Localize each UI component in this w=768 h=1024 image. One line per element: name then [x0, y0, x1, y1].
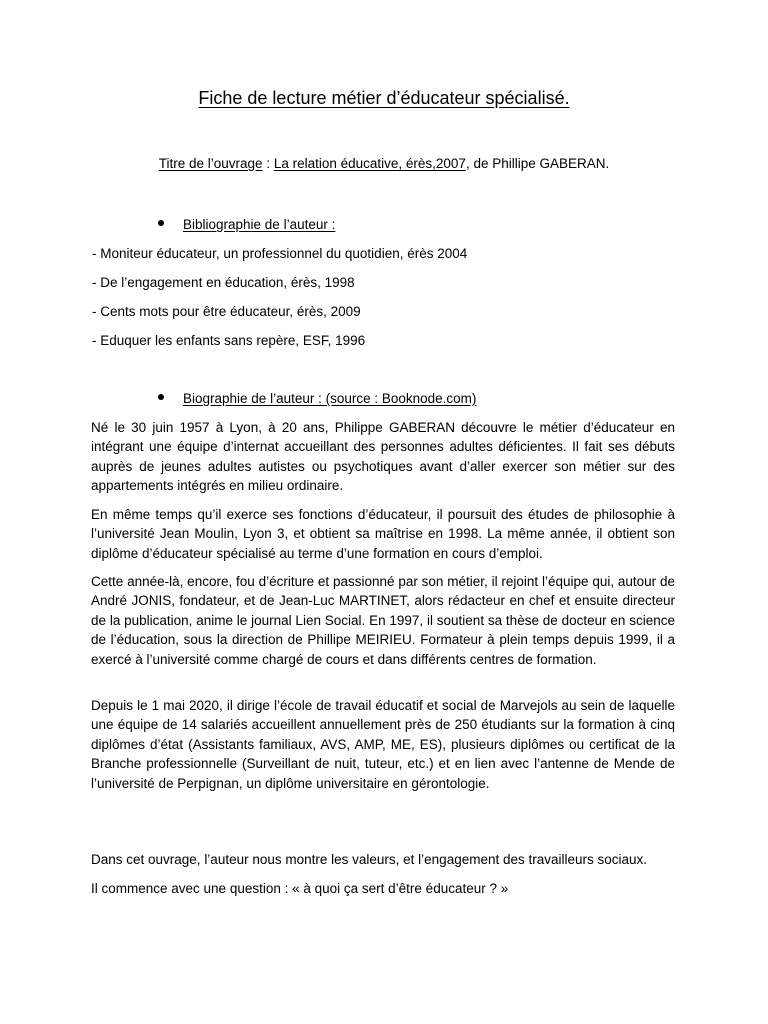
- biography-heading-text: Biographie de l’auteur : (source : Booknode.com): [183, 391, 477, 406]
- bibliography-heading-text: Bibliographie de l’auteur :: [183, 217, 336, 232]
- work-reference-line: [0, 156, 768, 171]
- biography-paragraph: Cette année-là, encore, fou d’écriture et passionné par son métier, il rejoint l’équipe qui, autour de André JONIS, fondateur, et de Jean-Luc MARTINET, alors rédacteur en chef et ensuite directeur de la publication, anime le journal Lien Social. En 1997, il soutient sa thèse de docteur en science de l’éducation, sous la direction de Phillipe MEIRIEU. Formateur à plein temps depuis 1999, il a exercé à l’université comme chargé de cours et dans différents centres de formation.: [91, 574, 675, 667]
- bibliography-item: - Moniteur éducateur, un professionnel du quotidien, érès 2004: [92, 246, 468, 261]
- bibliography-item: - Eduquer les enfants sans repère, ESF, 1996: [92, 333, 366, 348]
- biography-paragraph: Né le 30 juin 1957 à Lyon, à 20 ans, Philippe GABERAN découvre le métier d’éducateur en intégrant une équipe d’internat accueillant des personnes adultes déficientes. Il fait ses débuts auprès de jeunes adultes autistes ou psychotiques avant d’aller exercer son métier sur des appartements intégrés en milieu ordinaire.: [91, 420, 675, 494]
- biography-paragraph: Depuis le 1 mai 2020, il dirige l’école de travail éducatif et social de Marvejols au sein de laquelle une équipe de 14 salariés accueillent annuellement près de 250 étudiants sur la formation à cinq diplômes d’état (Assistants familiaux, AVS, AMP, ME, ES), plusieurs diplômes ou certificat de la Branche professionnelle (Surveillant de nuit, tuteur, etc.) et en lien avec l’antenne de Mende de l’université de Perpignan, un diplôme universitaire en gérontologie.: [91, 698, 675, 791]
- work-separator: :: [262, 156, 274, 171]
- bibliography-heading: [158, 217, 335, 232]
- biography-paragraph: En même temps qu’il exerce ses fonctions d’éducateur, il poursuit des études de philosophie à l’université Jean Moulin, Lyon 3, et obtient sa maîtrise en 1998. La même année, il obtient son diplôme d’éducateur spécialisé au terme d’une formation en cours d’emploi.: [91, 507, 675, 561]
- bullet-icon: [158, 220, 164, 226]
- closing-line: Dans cet ouvrage, l’auteur nous montre les valeurs, et l’engagement des travailleurs sociaux.: [91, 852, 648, 867]
- work-label: Titre de l’ouvrage: [158, 156, 263, 171]
- page-title: Fiche de lecture métier d’éducateur spécialisé.: [198, 88, 570, 108]
- work-reference: La relation éducative, érès,2007: [273, 156, 466, 171]
- bibliography-item: - De l’engagement en éducation, érès, 1998: [92, 275, 355, 290]
- biography-heading: [158, 391, 476, 406]
- bullet-icon: [158, 394, 164, 400]
- bibliography-item: - Cents mots pour être éducateur, érès, 2009: [92, 304, 361, 319]
- closing-line: Il commence avec une question : « à quoi ça sert d’être éducateur ? »: [91, 881, 509, 896]
- work-author: , de Phillipe GABERAN.: [465, 156, 610, 171]
